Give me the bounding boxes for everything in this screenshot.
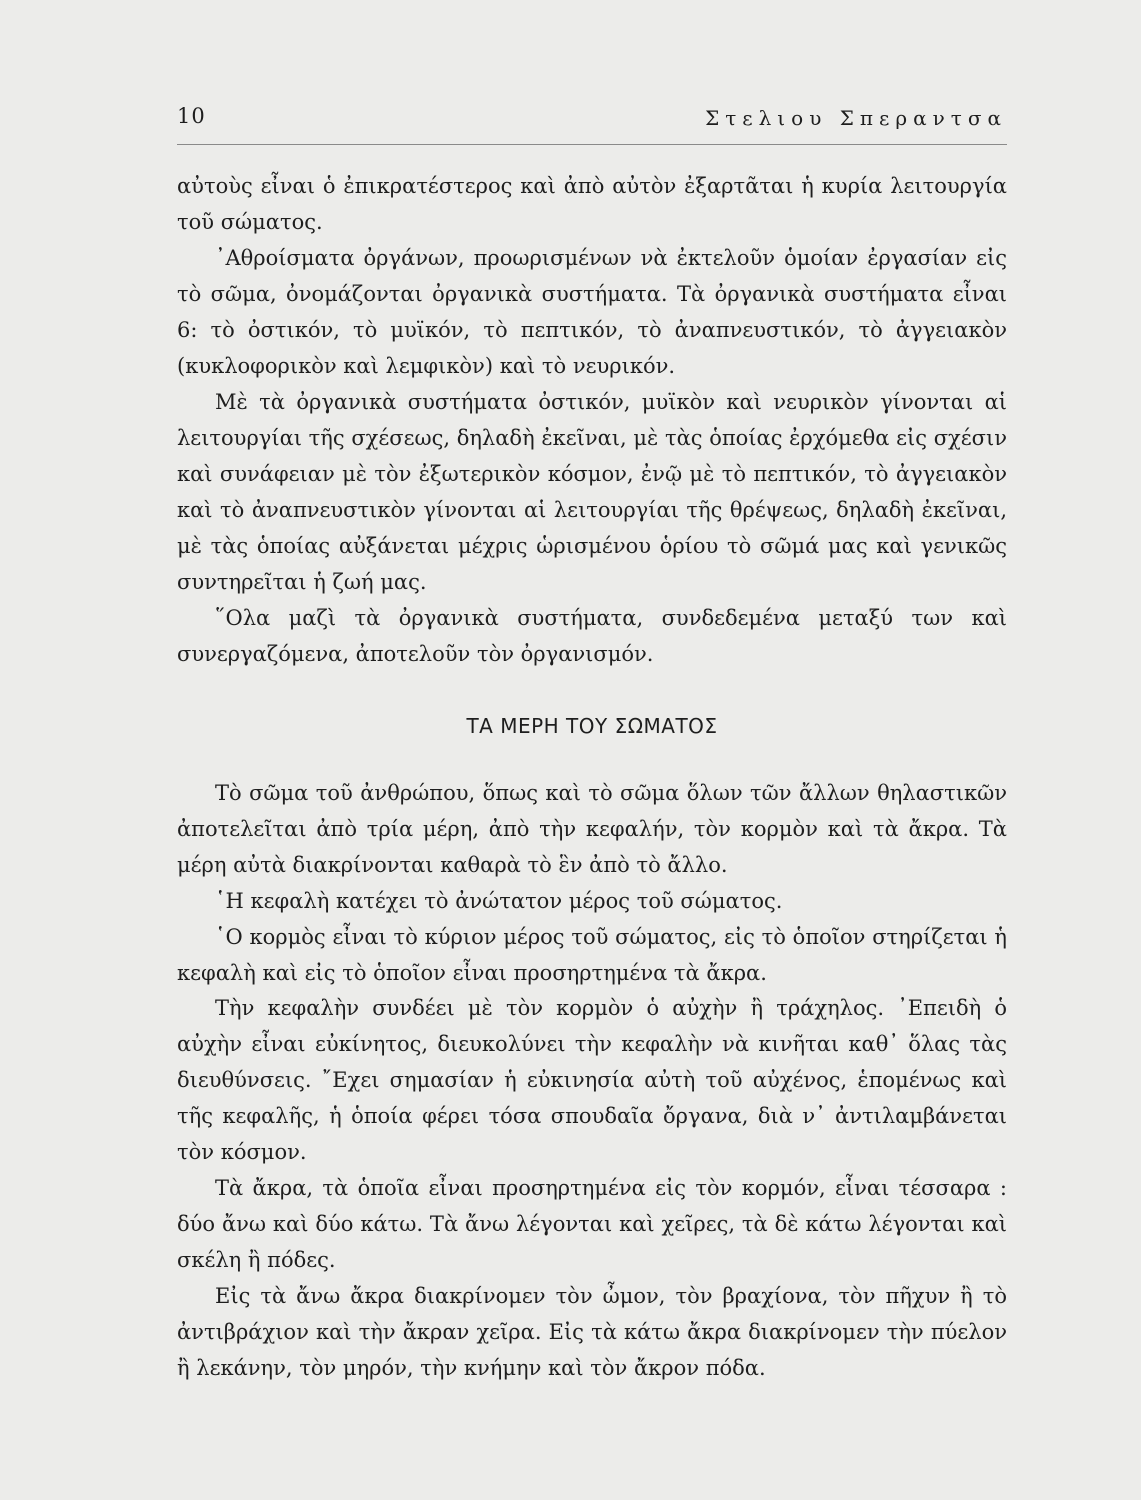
running-title: Στελιου Σπεραντσα: [705, 106, 1007, 130]
paragraph: ῞Ολα μαζὶ τὰ ὀργανικὰ συστήματα, συνδεδεμένα μεταξύ των καὶ συνεργαζόμενα, ἀποτελοῦν τὸν ὀργανισμόν.: [177, 606, 1007, 666]
paragraph: Εἰς τὰ ἄνω ἄκρα διακρίνομεν τὸν ὦμον, τὸν βραχίονα, τὸν πῆχυν ἢ τὸ ἀντιβράχιον καὶ τὴν ἄκραν χεῖρα. Εἰς τὰ κάτω ἄκρα διακρίνομεν τὴν πύελον ἢ λεκάνην, τὸν μηρόν, τὴν κνήμην καὶ τὸν ἄκρον πόδα.: [177, 1283, 1007, 1380]
section-title: ΤΑ ΜΕΡΗ ΤΟΥ ΣΩΜΑΤΟΣ: [466, 714, 718, 738]
paragraph: ᾿Αθροίσματα ὀργάνων, προωρισμένων νὰ ἐκτελοῦν ὁμοίαν ἐργασίαν εἰς τὸ σῶμα, ὀνομάζονται ὀργανικὰ συστήματα. Τὰ ὀργανικὰ συστήματα εἶναι 6: τὸ ὀστικόν, τὸ μυϊκόν, τὸ πεπτικόν, τὸ ἀναπνευστικόν, τὸ ἀγγειακὸν (κυκλοφορικὸν καὶ λεμφικὸν) καὶ τὸ νευρικόν.: [177, 246, 1007, 378]
paragraph: Τὰ ἄκρα, τὰ ὁποῖα εἶναι προσηρτημένα εἰς τὸν κορμόν, εἶναι τέσσαρα : δύο ἄνω καὶ δύο κάτω. Τὰ ἄνω λέγονται καὶ χεῖρες, τὰ δὲ κάτω λέγονται καὶ σκέλη ἢ πόδες.: [177, 1175, 1007, 1272]
page-header: [177, 104, 1007, 144]
section-text: [177, 776, 1007, 1386]
paragraph: αὐτοὺς εἶναι ὁ ἐπικρατέστερος καὶ ἀπὸ αὐτὸν ἐξαρτᾶται ἡ κυρία λειτουργία τοῦ σώματος.: [177, 174, 1007, 234]
paragraph: Μὲ τὰ ὀργανικὰ συστήματα ὀστικόν, μυϊκὸν καὶ νευρικὸν γίνονται αἱ λειτουργίαι τῆς σχέσεως, δηλαδὴ ἐκεῖναι, μὲ τὰς ὁποίας ἐρχόμεθα εἰς σχέσιν καὶ συνάφειαν μὲ τὸν ἐξωτερικὸν κόσμον, ἐνῷ μὲ τὸ πεπτικόν, τὸ ἀγγειακὸν καὶ τὸ ἀναπνευστικὸν γίνονται αἱ λειτουργίαι τῆς θρέψεως, δηλαδὴ ἐκεῖναι, μὲ τὰς ὁποίας αὐξάνεται μέχρις ὡρισμένου ὁρίου τὸ σῶμά μας καὶ γενικῶς συντηρεῖται ἡ ζωή μας.: [177, 390, 1007, 594]
paragraph: ῾Ο κορμὸς εἶναι τὸ κύριον μέρος τοῦ σώματος, εἰς τὸ ὁποῖον στηρίζεται ἡ κεφαλὴ καὶ εἰς τὸ ὁποῖον εἶναι προσηρτημένα τὰ ἄκρα.: [177, 924, 1007, 985]
page-number: 10: [177, 104, 206, 128]
paragraph: Τὴν κεφαλὴν συνδέει μὲ τὸν κορμὸν ὁ αὐχὴν ἢ τράχηλος. ᾿Επειδὴ ὁ αὐχὴν εἶναι εὐκίνητος, διευκολύνει τὴν κεφαλὴν νὰ κινῆται καθ᾿ ὅλας τὰς διευθύνσεις. ῎Εχει σημασίαν ἡ εὐκινησία αὐτὴ τοῦ αὐχένος, ἑπομένως καὶ τῆς κεφαλῆς, ἡ ὁποία φέρει τόσα σπουδαῖα ὄργανα, διὰ ν᾿ ἀντιλαμβάνεται τὸν κόσμον.: [177, 996, 1007, 1165]
header-rule: [177, 144, 1007, 145]
paragraph: ῾Η κεφαλὴ κατέχει τὸ ἀνώτατον μέρος τοῦ σώματος.: [215, 888, 783, 913]
paragraph: Τὸ σῶμα τοῦ ἀνθρώπου, ὅπως καὶ τὸ σῶμα ὅλων τῶν ἄλλων θηλαστικῶν ἀποτελεῖται ἀπὸ τρία μέρη, ἀπὸ τὴν κεφαλήν, τὸν κορμὸν καὶ τὰ ἄκρα. Τὰ μέρη αὐτὰ διακρίνονται καθαρὰ τὸ ἓν ἀπὸ τὸ ἄλλο.: [177, 781, 1007, 877]
intro-text: [177, 168, 1007, 672]
